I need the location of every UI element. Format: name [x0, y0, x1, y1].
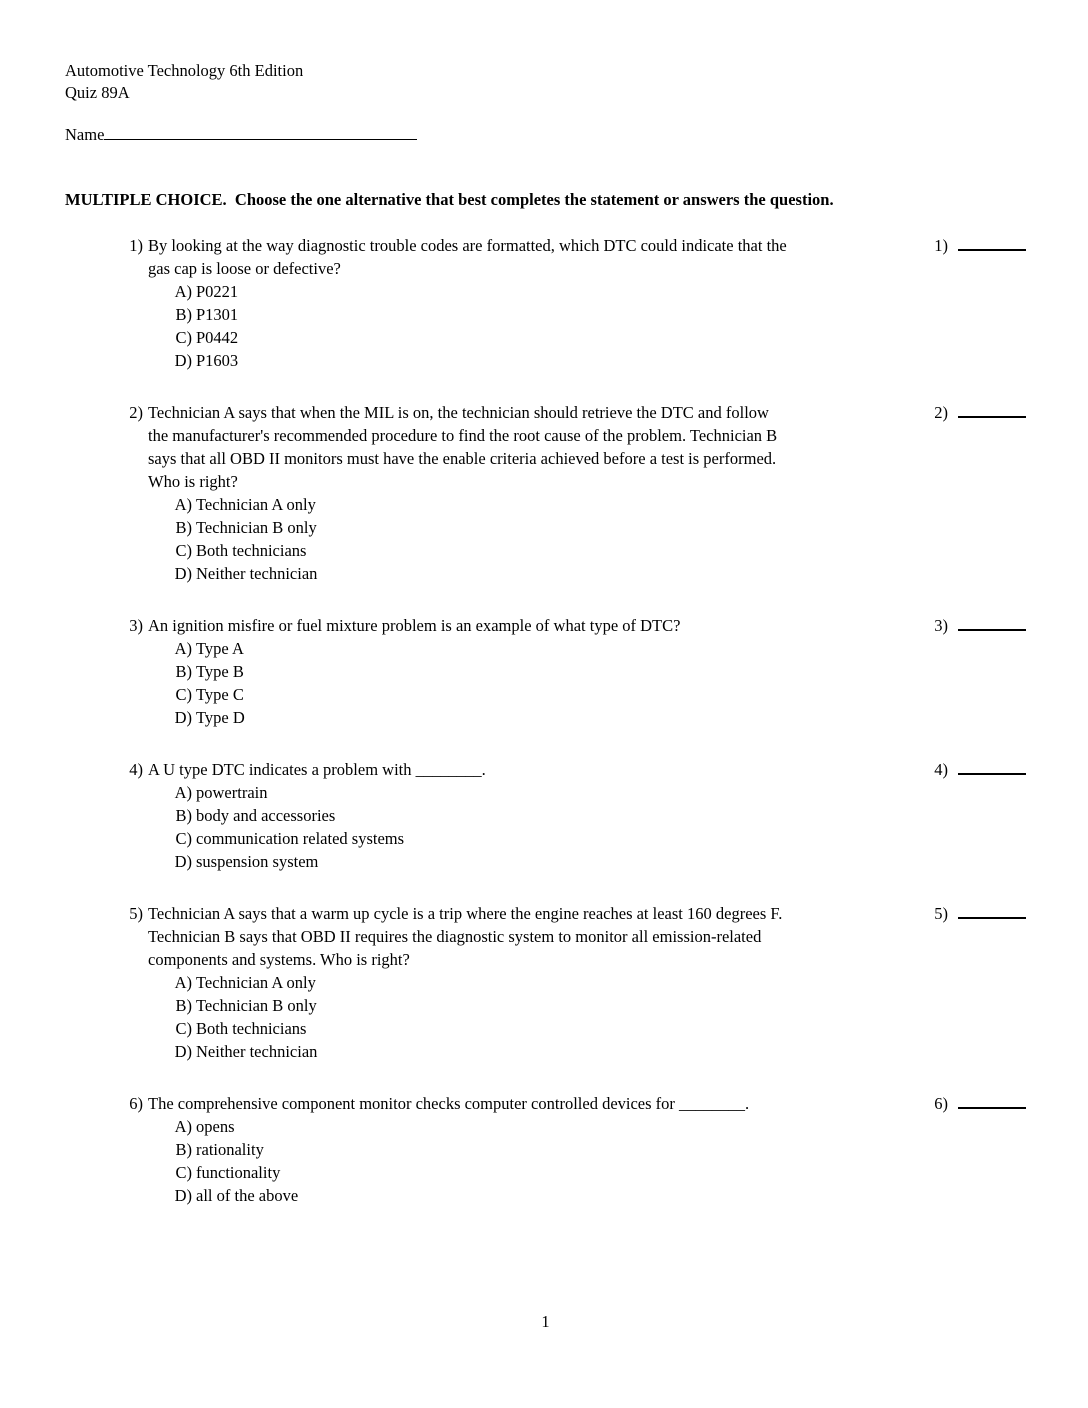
answer-blank-line [958, 758, 1026, 775]
option-row [148, 326, 910, 349]
option-row [148, 493, 910, 516]
option-letter: D) [174, 1186, 192, 1205]
question-body [148, 614, 910, 729]
option-letter: B) [175, 996, 192, 1015]
question-text [148, 1092, 910, 1115]
option-letter: B) [175, 1140, 192, 1159]
question-number: 3) [129, 616, 143, 635]
option-letter: B) [175, 518, 192, 537]
option-text: Neither technician [196, 1042, 318, 1061]
quiz-number: Quiz 89A [65, 83, 130, 102]
answer-number: 2) [934, 403, 948, 422]
option-text: P0221 [196, 282, 239, 301]
question-block [65, 758, 1026, 873]
option-text: Technician A only [196, 973, 316, 992]
answer-blank-group [934, 902, 1026, 925]
options-list [148, 971, 910, 1063]
option-row [148, 660, 910, 683]
option-letter: D) [174, 708, 192, 727]
question-text-line: gas cap is loose or defective? [148, 259, 341, 278]
option-letter: A) [174, 639, 192, 658]
answer-blank-line [958, 401, 1026, 418]
page-number: 1 [541, 1312, 550, 1331]
question-text-line: components and systems. Who is right? [148, 950, 410, 969]
option-text: rationality [196, 1140, 264, 1159]
answer-number: 1) [934, 236, 948, 255]
name-row [65, 123, 1026, 146]
option-row [148, 637, 910, 660]
answer-blank-group [934, 1092, 1026, 1115]
options-list [148, 781, 910, 873]
option-row [148, 850, 910, 873]
option-letter: A) [174, 1117, 192, 1136]
question-text-line: says that all OBD II monitors must have the enable criteria achieved before a test is performed. [148, 449, 777, 468]
option-text: Type C [196, 685, 244, 704]
options-list [148, 280, 910, 372]
question-number: 1) [129, 236, 143, 255]
question-block [65, 1092, 1026, 1207]
answer-blank-group [934, 234, 1026, 257]
question-text-line: Technician A says that a warm up cycle is a trip where the engine reaches at least 160 degrees F. [148, 904, 783, 923]
answer-blank-group [934, 614, 1026, 637]
question-body [148, 234, 910, 372]
question-number: 4) [129, 760, 143, 779]
option-letter: A) [174, 282, 192, 301]
question-text [148, 758, 910, 781]
option-text: functionality [196, 1163, 281, 1182]
option-text: Neither technician [196, 564, 318, 583]
option-text: P0442 [196, 328, 239, 347]
option-row [148, 349, 910, 372]
option-text: opens [196, 1117, 235, 1136]
question-body [148, 401, 910, 585]
option-row [148, 994, 910, 1017]
question-number: 2) [129, 403, 143, 422]
option-text: communication related systems [196, 829, 405, 848]
option-letter: C) [175, 328, 192, 347]
question-body [148, 758, 910, 873]
option-letter: B) [175, 305, 192, 324]
document-title: Automotive Technology 6th Edition [65, 61, 304, 80]
question-text [148, 902, 910, 971]
option-row [148, 683, 910, 706]
option-text: Technician B only [196, 518, 317, 537]
question-text-line: An ignition misfire or fuel mixture problem is an example of what type of DTC? [148, 616, 681, 635]
option-row [148, 1017, 910, 1040]
option-row [148, 1138, 910, 1161]
option-text: Type A [196, 639, 244, 658]
option-text: P1603 [196, 351, 239, 370]
question-number: 5) [129, 904, 143, 923]
question-block [65, 234, 1026, 372]
option-letter: C) [175, 1019, 192, 1038]
option-letter: B) [175, 662, 192, 681]
option-row [148, 971, 910, 994]
instructions-text: MULTIPLE CHOICE. Choose the one alternative that best completes the statement or answers the question. [65, 190, 834, 209]
question-text-line: Who is right? [148, 472, 238, 491]
option-text: suspension system [196, 852, 319, 871]
option-letter: D) [174, 1042, 192, 1061]
options-list [148, 1115, 910, 1207]
option-letter: A) [174, 495, 192, 514]
name-label: Name [65, 125, 105, 144]
question-body [148, 1092, 910, 1207]
question-block [65, 614, 1026, 729]
document-header [65, 60, 1026, 104]
option-text: P1301 [196, 305, 239, 324]
option-row [148, 280, 910, 303]
option-text: Technician A only [196, 495, 316, 514]
option-letter: C) [175, 829, 192, 848]
answer-number: 5) [934, 904, 948, 923]
question-block [65, 902, 1026, 1063]
answer-blank-group [934, 758, 1026, 781]
option-letter: C) [175, 1163, 192, 1182]
answer-number: 6) [934, 1094, 948, 1113]
answer-number: 3) [934, 616, 948, 635]
option-letter: A) [174, 973, 192, 992]
question-text-line: By looking at the way diagnostic trouble codes are formatted, which DTC could indicate that the [148, 236, 787, 255]
answer-blank-line [958, 234, 1026, 251]
question-number: 6) [129, 1094, 143, 1113]
option-text: Technician B only [196, 996, 317, 1015]
option-row [148, 303, 910, 326]
question-body [148, 902, 910, 1063]
option-text: Type B [196, 662, 244, 681]
option-row [148, 804, 910, 827]
option-letter: B) [175, 806, 192, 825]
questions-container [65, 234, 1026, 1207]
options-list [148, 637, 910, 729]
option-text: Both technicians [196, 541, 307, 560]
question-text-line: Technician B says that OBD II requires the diagnostic system to monitor all emission-related [148, 927, 762, 946]
option-text: powertrain [196, 783, 268, 802]
option-letter: D) [174, 564, 192, 583]
option-row [148, 1184, 910, 1207]
option-row [148, 1161, 910, 1184]
option-row [148, 827, 910, 850]
option-text: Both technicians [196, 1019, 307, 1038]
option-text: Type D [196, 708, 245, 727]
answer-blank-line [958, 1092, 1026, 1109]
name-blank-line [104, 124, 417, 140]
option-text: body and accessories [196, 806, 336, 825]
question-text [148, 401, 910, 493]
options-list [148, 493, 910, 585]
option-letter: C) [175, 685, 192, 704]
option-letter: A) [174, 783, 192, 802]
question-text-line: Technician A says that when the MIL is on, the technician should retrieve the DTC and follow [148, 403, 769, 422]
question-text [148, 234, 910, 280]
option-row [148, 562, 910, 585]
option-row [148, 539, 910, 562]
option-row [148, 1115, 910, 1138]
option-letter: D) [174, 852, 192, 871]
answer-blank-group [934, 401, 1026, 424]
question-text [148, 614, 910, 637]
answer-blank-line [958, 614, 1026, 631]
option-row [148, 516, 910, 539]
question-text-line: The comprehensive component monitor checks computer controlled devices for ________. [148, 1094, 750, 1113]
question-block [65, 401, 1026, 585]
option-letter: C) [175, 541, 192, 560]
question-text-line: the manufacturer's recommended procedure to find the root cause of the problem. Technician B [148, 426, 778, 445]
question-text-line: A U type DTC indicates a problem with ________. [148, 760, 486, 779]
option-row [148, 1040, 910, 1063]
option-row [148, 706, 910, 729]
option-letter: D) [174, 351, 192, 370]
answer-number: 4) [934, 760, 948, 779]
option-row [148, 781, 910, 804]
option-text: all of the above [196, 1186, 299, 1205]
answer-blank-line [958, 902, 1026, 919]
